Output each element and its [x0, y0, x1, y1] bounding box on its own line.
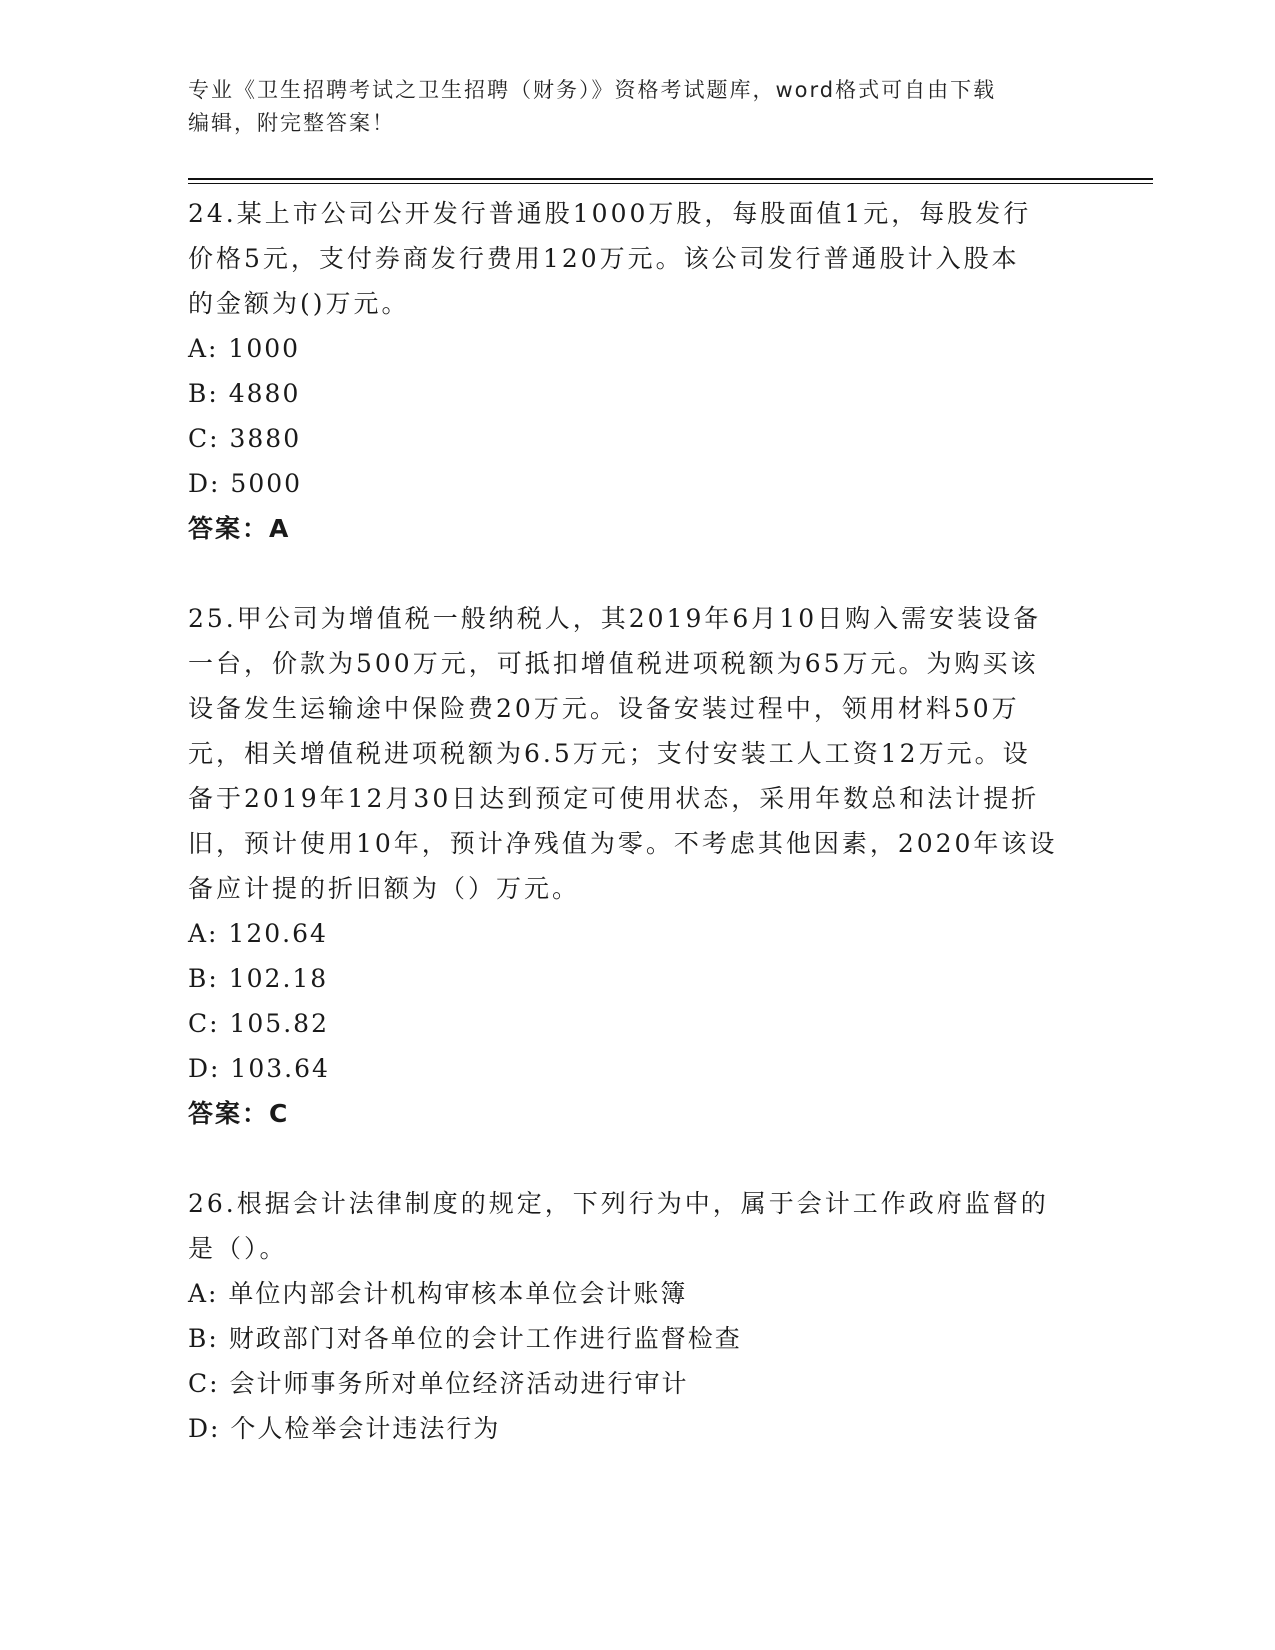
- document-header: [188, 74, 1068, 140]
- option-b: B: 4880: [188, 379, 301, 408]
- answer-label: 答案：A: [188, 514, 291, 543]
- question-stem-line: 备应计提的折旧额为（）万元。: [188, 874, 581, 903]
- header-divider-thin: [188, 183, 1153, 184]
- question-stem-line: 的金额为()万元。: [188, 289, 410, 318]
- header-line-2: 编辑，附完整答案！: [188, 111, 395, 135]
- question-stem-line: 26.根据会计法律制度的规定，下列行为中，属于会计工作政府监督的: [188, 1189, 1049, 1218]
- question-list: [188, 191, 1088, 1451]
- question-26: [188, 1181, 1088, 1451]
- option-c: C: 3880: [188, 424, 302, 453]
- question-24: [188, 191, 1088, 551]
- question-25: [188, 596, 1088, 1136]
- answer-label: 答案：C: [188, 1099, 290, 1128]
- option-b: B: 102.18: [188, 964, 329, 993]
- option-d: D: 5000: [188, 469, 303, 498]
- question-stem-line: 旧，预计使用10年，预计净残值为零。不考虑其他因素，2020年该设: [188, 829, 1058, 858]
- question-stem-line: 元，相关增值税进项税额为6.5万元；支付安装工人工资12万元。设: [188, 739, 1031, 768]
- question-stem-line: 价格5元，支付券商发行费用120万元。该公司发行普通股计入股本: [188, 244, 1020, 273]
- question-spacer: [188, 551, 1088, 596]
- question-stem-line: 24.某上市公司公开发行普通股1000万股，每股面值1元，每股发行: [188, 199, 1032, 228]
- header-divider-thick: [188, 178, 1153, 180]
- option-a: A: 120.64: [188, 919, 328, 948]
- question-stem-line: 25.甲公司为增值税一般纳税人，其2019年6月10日购入需安装设备: [188, 604, 1042, 633]
- question-stem-line: 备于2019年12月30日达到预定可使用状态，采用年数总和法计提折: [188, 784, 1040, 813]
- option-d: D: 个人检举会计违法行为: [188, 1414, 501, 1443]
- option-b: B: 财政部门对各单位的会计工作进行监督检查: [188, 1324, 742, 1353]
- option-a: A: 1000: [188, 334, 301, 363]
- header-line-1: 专业《卫生招聘考试之卫生招聘（财务）》资格考试题库，word格式可自由下载: [188, 78, 997, 102]
- option-d: D: 103.64: [188, 1054, 330, 1083]
- option-c: C: 会计师事务所对单位经济活动进行审计: [188, 1369, 689, 1398]
- question-spacer: [188, 1136, 1088, 1181]
- question-stem-line: 一台，价款为500万元，可抵扣增值税进项税额为65万元。为购买该: [188, 649, 1039, 678]
- option-c: C: 105.82: [188, 1009, 329, 1038]
- option-a: A: 单位内部会计机构审核本单位会计账簿: [188, 1279, 688, 1308]
- question-stem-line: 设备发生运输途中保险费20万元。设备安装过程中，领用材料50万: [188, 694, 1020, 723]
- question-stem-line: 是（）。: [188, 1234, 288, 1263]
